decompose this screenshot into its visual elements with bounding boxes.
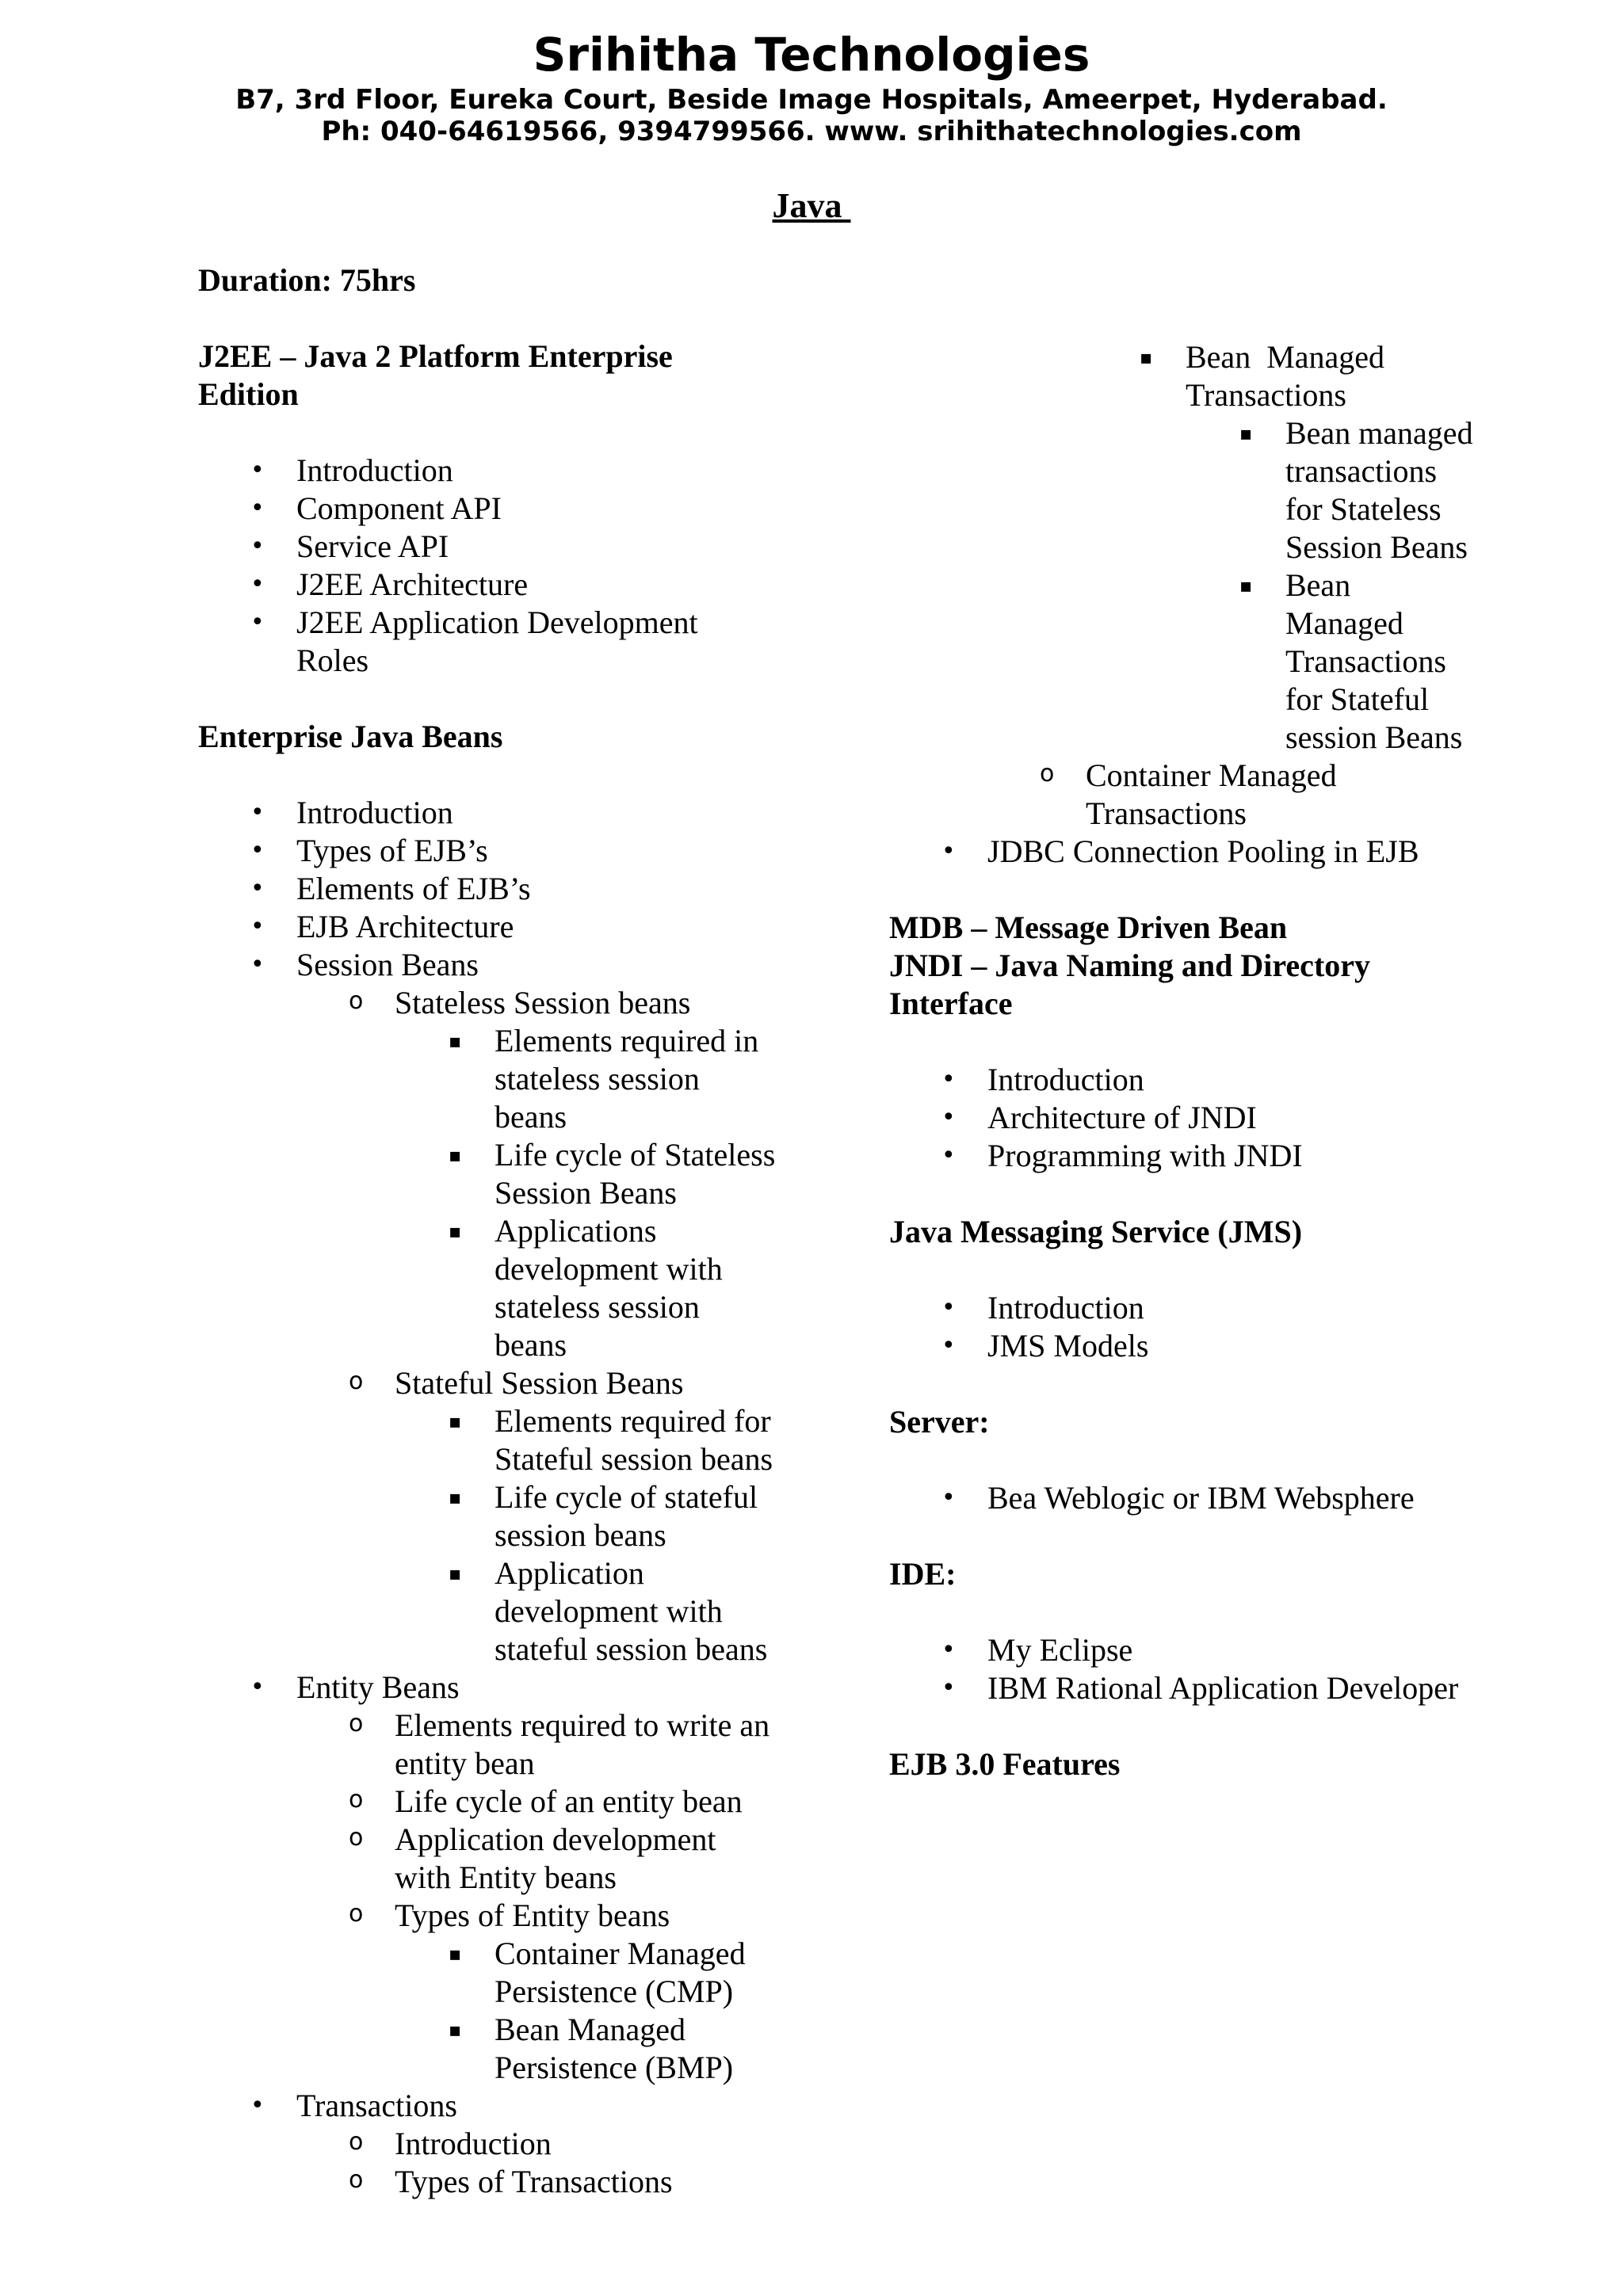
circle-bullet-icon: o [349, 2128, 364, 2156]
list-item: • J2EE Application Development Roles [250, 605, 698, 678]
circle-bullet-icon: o [349, 1786, 364, 1814]
disc-bullet-icon: • [250, 1673, 265, 1701]
list-item: ▪ Bean Managed Transactions for Stateful session Beans [1239, 567, 1463, 755]
disc-bullet-icon: • [941, 1674, 956, 1702]
company-name: Srihitha Technologies [533, 28, 1090, 82]
company-address: B7, 3rd Floor, Eureka Court, Beside Image Hospitals, Ameerpet, Hyderabad. [235, 84, 1388, 116]
disc-bullet-icon: • [250, 951, 265, 978]
duration: Duration: 75hrs [198, 262, 416, 298]
disc-bullet-icon: • [941, 1332, 956, 1360]
square-bullet-icon: ▪ [449, 1562, 462, 1585]
ejb-topic-list [198, 794, 800, 2201]
course-title-text: Java [772, 186, 851, 225]
list-item: • Transactions [250, 2088, 457, 2123]
list-item: o Types of Transactions [198, 2163, 800, 2201]
list-item: • Session Beans [250, 947, 479, 982]
jndi-heading-line-1: JNDI – Java Naming and Directory [889, 948, 1371, 983]
company-contact: Ph: 040-64619566, 9394799566. www. srihithatechnologies.com [321, 116, 1302, 147]
circle-bullet-icon: o [1040, 760, 1055, 788]
list-item: • IBM Rational Application Developer [941, 1670, 1459, 1706]
j2ee-topic-list [198, 452, 800, 680]
list-item: • Bea Weblogic or IBM Websphere [941, 1480, 1415, 1516]
ide-heading: IDE: [889, 1556, 957, 1592]
disc-bullet-icon: • [250, 570, 265, 598]
list-item: ▪ Elements required for Stateful session beans [449, 1403, 773, 1477]
list-item: ▪ Container Managed Persistence (CMP) [449, 1936, 746, 2009]
list-item: ▪ Bean managed transactions for Stateless Session Beans [1239, 415, 1473, 565]
list-item: o Stateful Session Beans [198, 1364, 800, 1402]
list-item: ▪ Bean Managed Transactions [1140, 339, 1385, 413]
j2ee-heading-line-2: Edition [198, 376, 299, 412]
square-bullet-icon: ▪ [1239, 574, 1253, 597]
disc-bullet-icon: • [941, 1636, 956, 1664]
server-heading: Server: [889, 1404, 990, 1440]
list-item: o Container Managed Transactions [889, 757, 1499, 833]
list-item: o Introduction [198, 2125, 800, 2163]
jndi-topic-list [889, 1061, 1499, 1175]
disc-bullet-icon: • [250, 456, 265, 484]
ejb3-heading: EJB 3.0 Features [889, 1746, 1121, 1782]
list-item: • JDBC Connection Pooling in EJB [941, 833, 1419, 869]
course-title [0, 184, 1623, 228]
square-bullet-icon: ▪ [1239, 422, 1253, 444]
ejb-heading: Enterprise Java Beans [198, 719, 503, 754]
circle-bullet-icon: o [349, 1824, 364, 1852]
disc-bullet-icon: • [941, 837, 956, 865]
right-column [889, 338, 1499, 1783]
disc-bullet-icon: • [250, 2092, 265, 2119]
square-bullet-icon: ▪ [449, 1486, 462, 1508]
list-item: ▪ Bean Managed Persistence (BMP) [449, 2012, 734, 2085]
disc-bullet-icon: • [941, 1484, 956, 1512]
list-item: • Introduction [941, 1062, 1144, 1097]
circle-bullet-icon: o [349, 987, 364, 1015]
list-item: • JMS Models [941, 1328, 1149, 1363]
disc-bullet-icon: • [250, 837, 265, 864]
square-bullet-icon: ▪ [449, 1410, 462, 1432]
jms-topic-list [889, 1289, 1499, 1365]
list-item: • Programming with JNDI [941, 1138, 1303, 1173]
circle-bullet-icon: o [349, 1367, 364, 1395]
circle-bullet-icon: o [349, 1900, 364, 1928]
list-item: • Service API [250, 528, 449, 564]
list-item: o Life cycle of an entity bean [198, 1783, 800, 1821]
list-item: • Component API [250, 490, 502, 526]
list-item: • Architecture of JNDI [941, 1100, 1257, 1135]
mdb-heading: MDB – Message Driven Bean [889, 910, 1288, 945]
list-item: o Application development with Entity beans [198, 1821, 800, 1897]
list-item: • Entity Beans [250, 1669, 460, 1705]
disc-bullet-icon: • [250, 875, 265, 902]
list-item: • Types of EJB’s [250, 833, 488, 868]
disc-bullet-icon: • [941, 1104, 956, 1131]
list-item: • EJB Architecture [250, 909, 514, 944]
list-item: • Introduction [250, 795, 453, 830]
ide-list [889, 1631, 1499, 1707]
list-item: ▪ Applications development with stateless session beans [449, 1213, 723, 1363]
list-item: ▪ Elements required in stateless session beans [449, 1023, 759, 1135]
list-item: • Introduction [250, 452, 453, 488]
disc-bullet-icon: • [941, 1142, 956, 1169]
jndi-heading-line-2: Interface [889, 986, 1013, 1021]
list-item: ▪ Life cycle of Stateless Session Beans [449, 1137, 776, 1211]
square-bullet-icon: ▪ [1140, 346, 1153, 368]
square-bullet-icon: ▪ [449, 1943, 462, 1965]
list-item: • Introduction [941, 1290, 1144, 1325]
circle-bullet-icon: o [349, 2166, 364, 2194]
disc-bullet-icon: • [250, 608, 265, 636]
square-bullet-icon: ▪ [449, 1220, 462, 1242]
disc-bullet-icon: • [941, 1066, 956, 1093]
jms-heading: Java Messaging Service (JMS) [889, 1214, 1303, 1249]
list-item: • J2EE Architecture [250, 566, 529, 602]
square-bullet-icon: ▪ [449, 2019, 462, 2041]
disc-bullet-icon: • [941, 1294, 956, 1322]
j2ee-heading-line-1: J2EE – Java 2 Platform Enterprise [198, 338, 673, 374]
list-item: ▪ Life cycle of stateful session beans [449, 1479, 758, 1553]
list-item: • My Eclipse [941, 1632, 1133, 1668]
list-item: o Types of Entity beans [198, 1897, 800, 1935]
left-column [198, 261, 800, 2201]
square-bullet-icon: ▪ [449, 1144, 462, 1166]
circle-bullet-icon: o [349, 1710, 364, 1737]
disc-bullet-icon: • [250, 494, 265, 522]
server-list [889, 1479, 1499, 1517]
transactions-continued-list [889, 338, 1499, 871]
list-item: • Elements of EJB’s [250, 871, 531, 906]
disc-bullet-icon: • [250, 799, 265, 826]
square-bullet-icon: ▪ [449, 1030, 462, 1052]
list-item: ▪ Application development with stateful session beans [449, 1555, 768, 1667]
disc-bullet-icon: • [250, 532, 265, 560]
disc-bullet-icon: • [250, 913, 265, 940]
list-item: o Elements required to write an entity bean [198, 1707, 800, 1783]
list-item: o Stateless Session beans [198, 984, 800, 1022]
